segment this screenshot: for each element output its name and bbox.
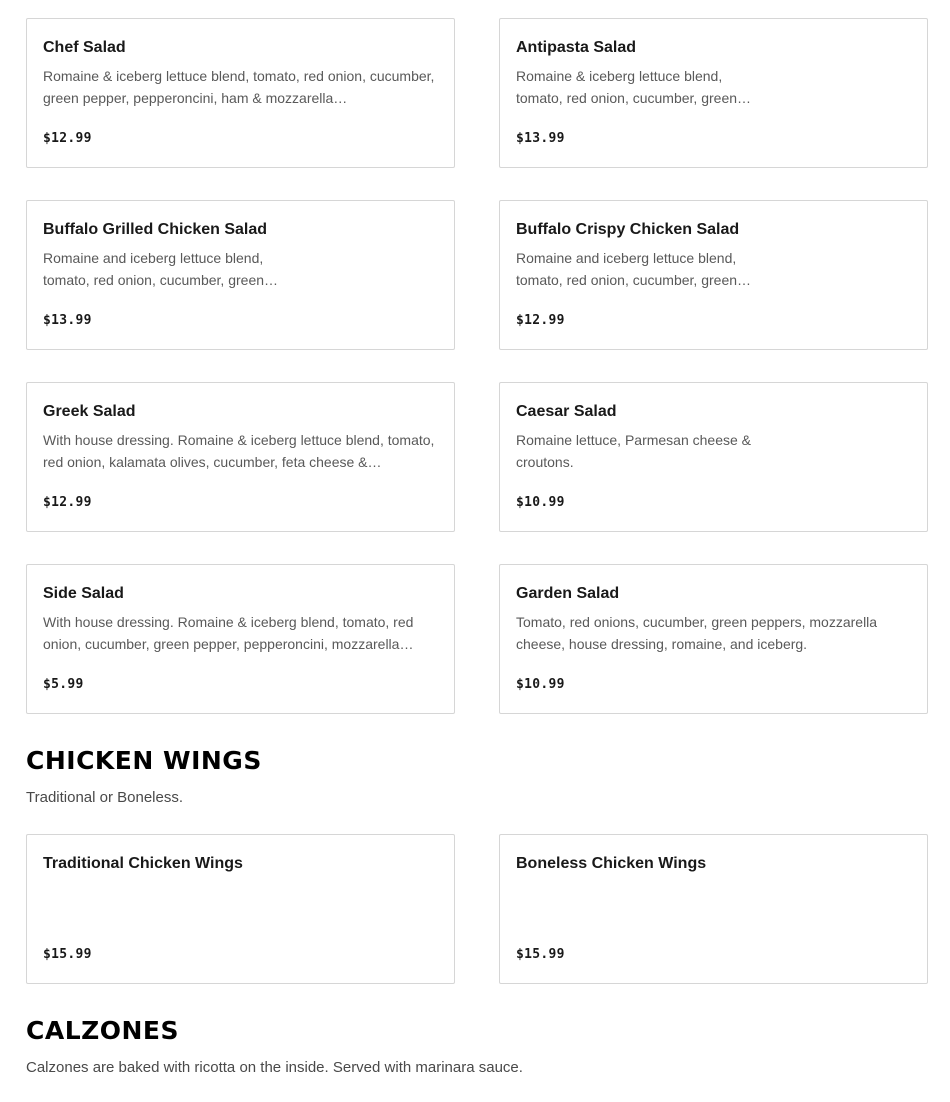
menu-item-name: Boneless Chicken Wings [516, 855, 707, 872]
menu-item-price: $13.99 [516, 131, 565, 146]
menu-item-name: Antipasta Salad [516, 39, 637, 56]
menu-item-card[interactable] [499, 564, 928, 714]
section-title-calzones: CALZONES [26, 1016, 180, 1045]
menu-item-price: $12.99 [43, 495, 92, 510]
menu-item-card[interactable] [26, 200, 455, 350]
menu-item-card[interactable] [26, 18, 455, 168]
menu-item-card[interactable] [499, 382, 928, 532]
menu-item-price: $15.99 [516, 947, 565, 962]
menu-item-name: Greek Salad [43, 403, 136, 420]
menu-item-name: Side Salad [43, 585, 124, 602]
menu-item-card[interactable] [26, 382, 455, 532]
menu-item-description: Tomato, red onions, cucumber, green peppers, mozzarella cheese, house dressing, romaine, and iceberg. [516, 614, 878, 652]
menu-item-description: Romaine and iceberg lettuce blend, tomato, red onion, cucumber, green… [43, 250, 279, 288]
menu-item-description: With house dressing. Romaine & iceberg blend, tomato, red onion, cucumber, green pepper, pepperoncini, mozzarella… [43, 614, 414, 652]
menu-item-price: $12.99 [516, 313, 565, 328]
menu-item-description: Romaine & iceberg lettuce blend, tomato, red onion, cucumber, green pepper, pepperoncini, ham & mozzarella… [43, 68, 435, 106]
menu-item-card[interactable] [499, 200, 928, 350]
menu-item-price: $15.99 [43, 947, 92, 962]
menu-item-price: $10.99 [516, 677, 565, 692]
menu-item-description: Romaine lettuce, Parmesan cheese & croutons. [516, 432, 752, 470]
menu-item-name: Chef Salad [43, 39, 126, 56]
menu-item-name: Caesar Salad [516, 403, 617, 420]
menu-item-card[interactable] [499, 18, 928, 168]
menu-item-description: Romaine & iceberg lettuce blend, tomato, red onion, cucumber, green… [516, 68, 752, 106]
menu-item-name: Buffalo Crispy Chicken Salad [516, 221, 740, 238]
menu-item-card[interactable] [26, 834, 455, 984]
menu-item-description: With house dressing. Romaine & iceberg lettuce blend, tomato, red onion, kalamata olives, cucumber, feta cheese &… [43, 432, 435, 470]
menu-item-price: $13.99 [43, 313, 92, 328]
chicken-wings-grid [26, 834, 928, 984]
menu-item-name: Buffalo Grilled Chicken Salad [43, 221, 268, 238]
section-description-calzones: Calzones are baked with ricotta on the inside. Served with marinara sauce. [26, 1059, 523, 1076]
menu-item-price: $12.99 [43, 131, 92, 146]
salads-grid [26, 18, 928, 714]
menu-item-card[interactable] [26, 564, 455, 714]
section-title-chicken-wings: CHICKEN WINGS [26, 746, 262, 775]
menu-item-price: $10.99 [516, 495, 565, 510]
section-description-chicken-wings: Traditional or Boneless. [26, 789, 184, 806]
menu-item-card[interactable] [499, 834, 928, 984]
menu-item-description: Romaine and iceberg lettuce blend, tomato, red onion, cucumber, green… [516, 250, 752, 288]
menu-item-name: Garden Salad [516, 585, 620, 602]
menu-item-name: Traditional Chicken Wings [43, 855, 243, 872]
menu-item-price: $5.99 [43, 677, 84, 692]
